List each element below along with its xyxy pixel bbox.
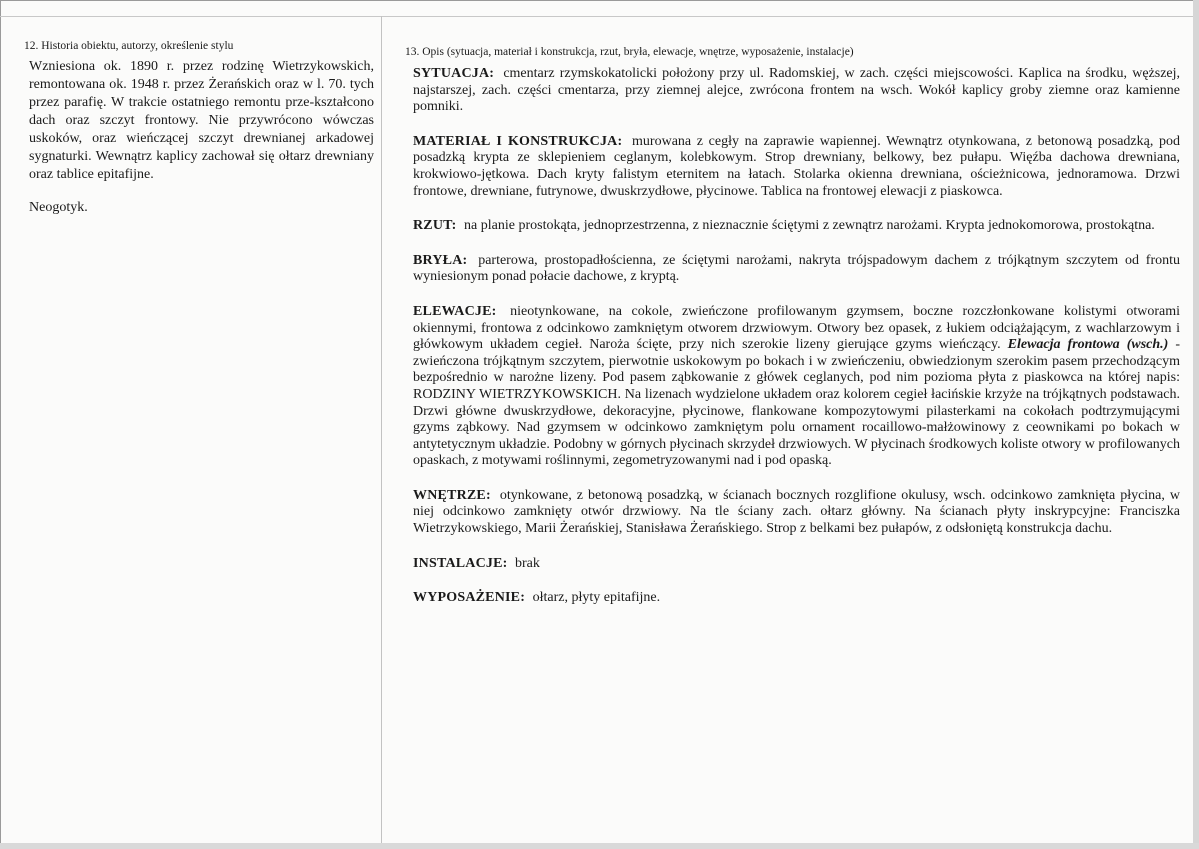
rzut-paragraph bbox=[413, 218, 1180, 235]
instalacje-text: brak bbox=[515, 555, 540, 571]
wyposazenie-paragraph bbox=[413, 590, 1180, 607]
wnetrze-paragraph bbox=[413, 488, 1180, 538]
wnetrze-label: WNĘTRZE: bbox=[413, 487, 491, 503]
elewacje-label: ELEWACJE: bbox=[413, 303, 497, 319]
description-column bbox=[405, 46, 1180, 625]
elewacje-text-b: - zwieńczona trójkątnym szczytem, pierwotnie uskokowym po bokach i w zwieńczeniu, obwiedzionym szerokim pasem przechodzącym bezpośrednio w narożne lizeny. Pod pasem ząbkowanie z główek ceglanych, pod nim pozioma płyta z piaskowca na której napis: RODZINY WIETRZYKOWSKICH. Na lizenach wydzielone układem oraz kolorem cegieł łacińskie krzyże na trójkątnych podstawach. Drzwi główne dwuskrzydłowe, dekoracyjne, płycinowe, flankowane kompozytowymi pilasterkami na cokołach podtrzymującymi gzyms ząbkowy. Nad gzymsem w odcinkowo zamkniętym polu ornament rocaillowo-małżowinowy z ceownikami po bokach w antytetycznym układzie. Podobny w górnych płycinach skrzydeł drzwiowych. W płycinach środkowych koliste otwory w profilowanych opaskach, z motywami roślinnymi, zegometryzowanymi nad i pod opaską. bbox=[413, 337, 1181, 469]
history-text: Wzniesiona ok. 1890 r. przez rodzinę Wietrzykowskich, remontowana ok. 1948 r. przez Żerańskich oraz w l. 70. tych przez parafię. W trakcie ostatniego remontu prze-kształcono dach oraz szczyt frontowy. Nie przywrócono wówczas uskoków, oraz wieńczącej szczyt drewnianej arkadowej sygnaturki. Wewnątrz kaplicy zachował się ołtarz drewniany oraz tablice epitafijne. bbox=[29, 59, 374, 182]
elewacje-front-heading: Elewacja frontowa (wsch.) bbox=[1007, 337, 1169, 353]
material-paragraph bbox=[413, 134, 1180, 200]
bryla-text: parterowa, prostopadłościenna, ze ściętymi narożami, nakryta trójspadowym dachem z trójkątnym szczytem od frontu wyniesionym ponad połacie dachowe, z kryptą. bbox=[413, 252, 1180, 285]
rzut-text: na planie prostokąta, jednoprzestrzenna, z nieznacznie ściętymi z zewnątrz narożami. Krypta jednokomorowa, prostokątna. bbox=[464, 218, 1155, 234]
wnetrze-text: otynkowane, z betonową posadzką, w ścianach bocznych rozglifione okulusy, wsch. odcinkowo zamknięta płycina, w niej odcinkowo zamknięty otwór drzwiowy. Na tle ściany zach. ołtarz główny. Na ścianach płyty inskrypcyjne: Franciszka Wietrzykowskiego, Marii Żerańskiej, Stanisława Żerańskiego. Strop z belkami bez pułapów, z odsłoniętą konstrukcja dachu. bbox=[413, 487, 1180, 537]
sytuacja-label: SYTUACJA: bbox=[413, 66, 495, 81]
elewacje-paragraph bbox=[413, 304, 1180, 470]
rzut-label: RZUT: bbox=[413, 218, 457, 234]
elewacje-text-a: nieotynkowane, na cokole, zwieńczone profilowanym gzymsem, boczne rozczłonkowane kolistymi otworami okiennymi, frontowa z odcinkowo zamkniętym otworem drzwiowym. Otwory bez opasek, z łukiem odciążającym, z wachlarzowym i główkowym układem cegieł. Naroża ścięte, przy nich szerokie lizeny gierujące gzyms wieńczący. bbox=[413, 303, 1181, 353]
wyposazenie-text: ołtarz, płyty epitafijne. bbox=[532, 590, 661, 606]
bryla-paragraph bbox=[413, 253, 1180, 286]
sytuacja-paragraph bbox=[413, 66, 1180, 116]
top-rule bbox=[0, 16, 1199, 17]
page-edge-right bbox=[1193, 0, 1199, 849]
column-divider bbox=[381, 16, 382, 843]
page-edge-bottom bbox=[0, 843, 1199, 849]
history-column bbox=[24, 40, 374, 216]
sytuacja-text: cmentarz rzymskokatolicki położony przy ul. Radomskiej, w zach. części miejscowości. Kaplica na środku, węższej, najstarszej, zach. części cmentarza, przy ziemnej alejce, zwrócona frontem na wsch. Wokół kaplicy groby ziemne oraz kamienne pomniki. bbox=[413, 66, 1181, 115]
instalacje-label: INSTALACJE: bbox=[413, 555, 508, 571]
bryla-label: BRYŁA: bbox=[413, 252, 468, 268]
style-text: Neogotyk. bbox=[29, 200, 88, 215]
history-section-title: 12. Historia obiektu, autorzy, określenie stylu bbox=[24, 40, 234, 52]
wyposazenie-label: WYPOSAŻENIE: bbox=[413, 590, 526, 606]
material-label: MATERIAŁ I KONSTRUKCJA: bbox=[413, 133, 623, 149]
description-section-title: 13. Opis (sytuacja, materiał i konstrukcja, rzut, bryła, elewacje, wnętrze, wyposażenie, instalacje) bbox=[405, 46, 854, 58]
instalacje-paragraph bbox=[413, 556, 1180, 573]
material-text: murowana z cegły na zaprawie wapiennej. Wewnątrz otynkowana, z betonową posadzką, pod posadzką krypta ze sklepieniem ceglanym, kolebkowym. Strop drewniany, belkowy, bez pułapu. Więźba dachowa drewniana, krokwiowo-jętkowa. Dach kryty falistym eternitem na łatach. Stolarka okienna drewniana, ościeżnicowa, jednoramowa. Drzwi frontowe, drewniane, futrynowe, dwuskrzydłowe, płycinowe. Tablica na frontowej elewacji z piaskowca. bbox=[413, 133, 1181, 199]
